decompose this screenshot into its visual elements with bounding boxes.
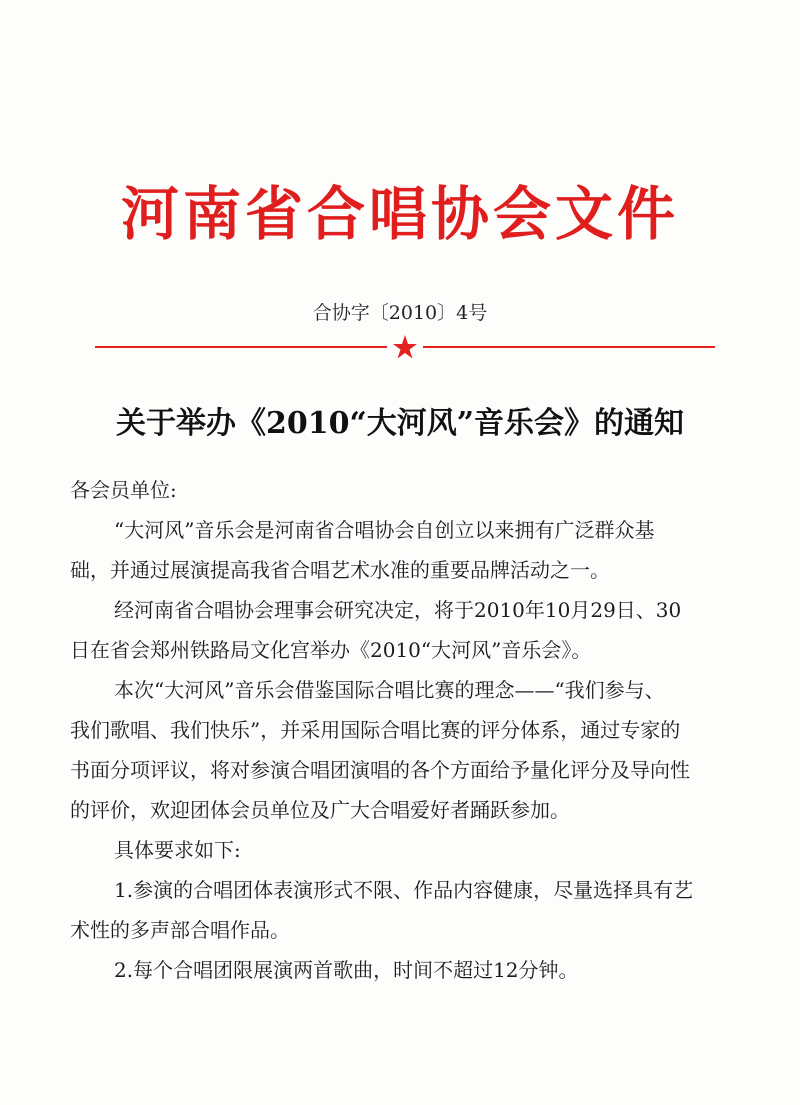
paragraph-line: 经河南省合唱协会理事会研究决定，将于2010年10月29日、30: [114, 598, 682, 622]
paragraph-5: [70, 870, 750, 950]
salutation: 各会员单位:: [70, 478, 177, 502]
notice-title: 关于举办《2010“大河风”音乐会》的通知: [115, 406, 684, 441]
paragraph-line: 1.参演的合唱团体表演形式不限、作品内容健康，尽量选择具有艺: [114, 878, 694, 902]
red-divider: [95, 334, 715, 360]
paragraph-line: 2.每个合唱团限展演两首歌曲，时间不超过12分钟。: [114, 958, 579, 982]
paragraph-line: 的评价，欢迎团体会员单位及广大合唱爱好者踊跃参加。: [70, 798, 570, 822]
paragraph-line: 日在省会郑州铁路局文化宫举办《2010“大河风”音乐会》。: [70, 638, 592, 662]
paragraph-line: 我们歌唱、我们快乐”，并采用国际合唱比赛的评分体系，通过专家的: [70, 718, 681, 742]
paragraph-4: [70, 830, 750, 870]
document-number: 合协字〔2010〕4号: [312, 302, 488, 324]
divider-line-right: [423, 346, 715, 348]
paragraph-line: 具体要求如下:: [114, 838, 241, 862]
paragraph-line: 本次“大河风”音乐会借鉴国际合唱比赛的理念——“我们参与、: [114, 678, 665, 702]
paragraph-line: 书面分项评议，将对参演合唱团演唱的各个方面给予量化评分及导向性: [70, 758, 690, 782]
paragraph-6: [70, 950, 750, 990]
divider-line-left: [95, 346, 387, 348]
paragraph-line: “大河风”音乐会是河南省合唱协会自创立以来拥有广泛群众基: [114, 518, 655, 542]
paragraph-line: 术性的多声部合唱作品。: [70, 918, 290, 942]
document-body: [70, 470, 750, 990]
paragraph-line: 础，并通过展演提高我省合唱艺术水准的重要品牌活动之一。: [70, 558, 610, 582]
masthead-title: 河南省合唱协会文件: [120, 180, 679, 248]
star-icon: [392, 334, 418, 360]
paragraph-1: [70, 510, 750, 590]
paragraph-2: [70, 590, 750, 670]
paragraph-3: [70, 670, 750, 830]
